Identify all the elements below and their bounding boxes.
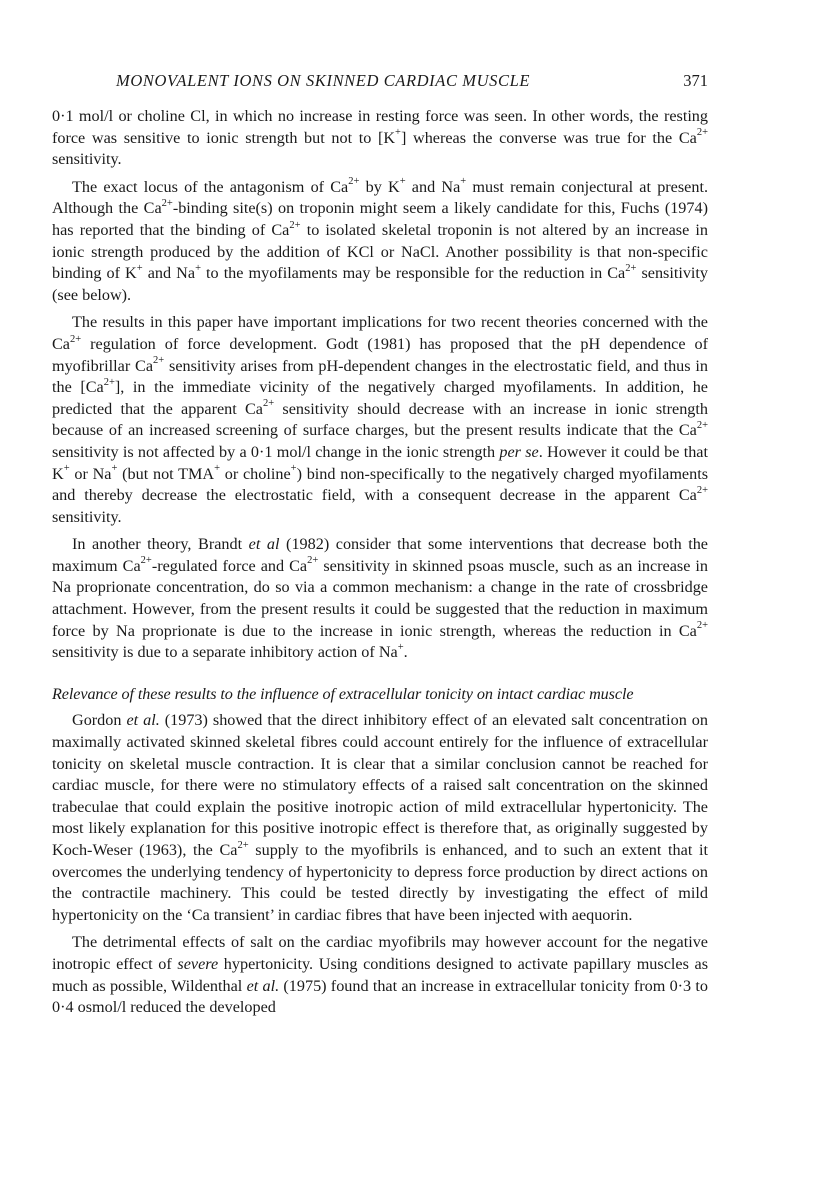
paragraph: Gordon et al. (1973) showed that the direct inhibitory effect of an elevated salt concentration on maximally activated skinned skeletal fibres could account entirely for the influence of extracellular tonicity on skeletal muscle contraction. It is clear that a similar conclusion cannot be reached for cardiac muscle, for there were no stimulatory effects of a raised salt concentration on the skinned trabeculae that could explain the positive inotropic action of mild extracellular hypertonicity. The most likely explanation for this positive inotropic effect is therefore that, as originally suggested by Koch-Weser (1963), the $Ca^{2+}$ supply to the myofibrils is enhanced, and to such an extent that it overcomes the underlying tendency of hypertonicity to depress force production by direct actions on the contractile machinery. This could be tested directly by investigating the effect of mild hypertonicity on the ‘Ca transient’ in cardiac fibres that have been injected with aequorin. — [52, 711, 708, 924]
journal-page — [52, 70, 708, 1019]
paragraph: The detrimental effects of salt on the cardiac myofibrils may however account for the negative inotropic effect of severe hypertonicity. Using conditions designed to activate papillary muscles as much as possible, Wildenthal et al. (1975) found that an increase in extracellular tonicity from 0·3 to 0·4 osmol/l reduced the developed — [52, 933, 708, 1017]
paragraph: In another theory, Brandt et al (1982) consider that some interventions that decrease both the maximum $Ca^{2+}$-regulated force and $Ca^{2+}$ sensitivity in skinned psoas muscle, such as an increase in Na proprionate concentration, do so via a common mechanism: a change in the rate of crossbridge attachment. However, from the present results it could be suggested that the reduction in maximum force by Na proprionate is due to the increase in ionic strength, whereas the reduction in $Ca^{2+}$ sensitivity is due to a separate inhibitory action of Na+. — [52, 535, 708, 662]
running-header — [52, 70, 708, 94]
paragraph: The results in this paper have important implications for two recent theories concerned with the $Ca^{2+}$ regulation of force development. Godt (1981) has proposed that the pH dependence of myofibrillar $Ca^{2+}$ sensitivity arises from pH-dependent changes in the electrostatic field, and thus in the $[Ca^{2+}]$, in the immediate vicinity of the negatively charged myofilaments. In addition, he predicted that the apparent $Ca^{2+}$ sensitivity should decrease with an increase in ionic strength because of an increased screening of surface charges, but the present results indicate that the $Ca^{2+}$ sensitivity is not affected by a 0·1 mol/l change in the ionic strength per se. However it could be that K+ or Na+ (but not TMA+ or choline+) bind non-specifically to the negatively charged myofilaments and thereby decrease the electrostatic field, with a consequent decrease in the apparent $Ca^{2+}$ sensitivity. — [52, 313, 708, 526]
section-heading: Relevance of these results to the influence of extracellular tonicity on intact cardiac muscle — [52, 684, 634, 703]
running-title: MONOVALENT IONS ON SKINNED CARDIAC MUSCLE — [116, 71, 531, 90]
paragraph: 0·1 mol/l or choline Cl, in which no increase in resting force was seen. In other words, the resting force was sensitive to ionic strength but not to [K+] whereas the converse was true for the $Ca^{2+}$ sensitivity. — [52, 107, 709, 169]
section-body-text — [52, 710, 708, 1018]
body-text — [52, 106, 708, 664]
paragraph: The exact locus of the antagonism of $Ca^{2+}$ by K+ and Na+ must remain conjectural at present. Although the $Ca^{2+}$-binding site(s) on troponin might seem a likely candidate for this, Fuchs (1974) has reported that the binding of $Ca^{2+}$ to isolated skeletal troponin is not altered by an increase in ionic strength produced by the addition of KCl or NaCl. Another possibility is that non-specific binding of K+ and Na+ to the myofilaments may be responsible for the reduction in $Ca^{2+}$ sensitivity (see below). — [52, 176, 709, 304]
page-number: 371 — [683, 71, 708, 90]
